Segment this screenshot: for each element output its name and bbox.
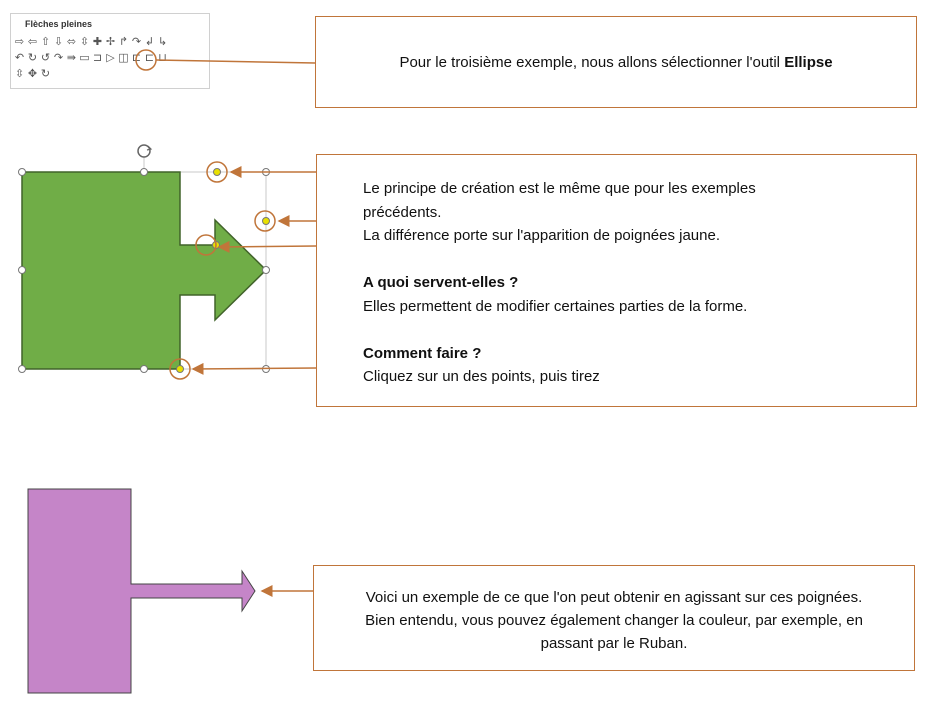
bent-arrow-shape[interactable]: ↱ — [118, 35, 129, 48]
down-arrow-callout-shape[interactable]: ⊏ — [131, 51, 142, 64]
callout-3-content — [314, 586, 914, 655]
callout-2-spacer-2 — [363, 318, 756, 342]
callout-2-line-3: La différence porte sur l'apparition de poignées jaune. — [363, 227, 721, 244]
connector-arrow-2c — [219, 246, 316, 247]
callout-3-line-2: Bien entendu, vous pouvez également changer la couleur, par exemple, en — [365, 612, 863, 629]
gallery-highlight-circle — [136, 50, 156, 70]
callout-1-text — [316, 54, 916, 71]
down-arrow-shape[interactable]: ⇩ — [53, 35, 64, 48]
quad-arrow-shape[interactable]: ✚ — [92, 35, 103, 48]
callout-2-line-2: précédents. — [363, 203, 442, 221]
curved-up-arrow-shape[interactable]: ↺ — [40, 51, 51, 64]
callout-box-result-example — [313, 565, 915, 671]
adjustment-handle-4[interactable] — [177, 366, 184, 373]
circular-arrow-shape[interactable]: ↻ — [40, 67, 51, 80]
up-down-arrow-callout-shape[interactable]: ⇳ — [14, 67, 25, 80]
connector-line-1 — [156, 60, 315, 63]
left-right-up-arrow-shape[interactable]: ✢ — [105, 35, 116, 48]
callout-2-answer-2: Cliquez sur un des points, puis tirez — [363, 368, 600, 385]
tool-name-ellipse: Ellipse — [784, 54, 833, 71]
right-arrow-shape[interactable]: ⇨ — [14, 35, 25, 48]
connector-arrow-2d — [193, 368, 316, 369]
quad-arrow-callout-shape[interactable]: ✥ — [27, 67, 38, 80]
callout-2-content — [363, 177, 756, 389]
resize-handle-bottom-center[interactable] — [141, 366, 148, 373]
curved-left-arrow-shape[interactable]: ↻ — [27, 51, 38, 64]
resize-handle-middle-right[interactable] — [263, 267, 270, 274]
green-arrow-callout-shape[interactable] — [22, 172, 266, 369]
left-arrow-callout-shape[interactable]: ⊏ — [144, 51, 155, 64]
callout-3-line-1: Voici un exemple de ce que l'on peut obtenir en agissant sur ces poignées. — [365, 589, 863, 606]
u-turn-arrow-shape[interactable]: ↷ — [131, 35, 142, 48]
gallery-title: Flèches pleines — [25, 19, 93, 29]
resize-handle-middle-left[interactable] — [19, 267, 26, 274]
callout-2-question-1 — [363, 271, 756, 295]
resize-handle-top-left[interactable] — [19, 169, 26, 176]
right-arrow-callout-shape[interactable]: ◫ — [118, 51, 129, 64]
question-2-bold: Comment faire ? — [363, 344, 482, 362]
adjustment-handle-1[interactable] — [214, 169, 221, 176]
up-arrow-shape[interactable]: ⇧ — [40, 35, 51, 48]
purple-arrow-callout-shape[interactable] — [28, 489, 255, 693]
question-1-bold: A quoi servent-elles ? — [363, 274, 519, 291]
left-up-arrow-shape[interactable]: ↲ — [144, 35, 155, 48]
callout-2-answer-1: Elles permettent de modifier certaines parties de la forme. — [363, 297, 748, 315]
curved-down-arrow-shape[interactable]: ↷ — [53, 51, 64, 64]
curved-right-arrow-shape[interactable]: ↶ — [14, 51, 25, 64]
callout-2-question-2 — [363, 342, 756, 366]
bent-up-arrow-shape[interactable]: ↳ — [157, 35, 168, 48]
callout-2-line-1: Le principe de création est le même que pour les exemples — [363, 180, 756, 197]
pentagon-shape[interactable]: ⊐ — [92, 51, 103, 64]
up-arrow-callout-shape[interactable]: ⊔ — [158, 51, 167, 64]
resize-handle-bottom-left[interactable] — [19, 366, 26, 373]
callout-1-text-before: Pour le troisième exemple, nous allons sélectionner l'outil — [399, 54, 785, 71]
up-down-arrow-shape[interactable]: ⇳ — [79, 35, 90, 48]
callout-2-spacer-1 — [363, 248, 756, 272]
callout-box-handles-explanation — [316, 154, 917, 407]
adjustment-handle-2[interactable] — [263, 218, 270, 225]
chevron-shape[interactable]: ▷ — [106, 51, 115, 64]
striped-right-arrow-shape[interactable]: ⇛ — [66, 51, 77, 64]
left-arrow-shape[interactable]: ⇦ — [27, 35, 38, 48]
notched-right-arrow-shape[interactable]: ▭ — [79, 51, 90, 64]
left-right-arrow-shape[interactable]: ⬄ — [66, 35, 77, 48]
callout-box-tool-selection — [315, 16, 917, 108]
callout-3-line-3: passant par le Ruban. — [540, 635, 688, 652]
resize-handle-top-center[interactable] — [141, 169, 148, 176]
